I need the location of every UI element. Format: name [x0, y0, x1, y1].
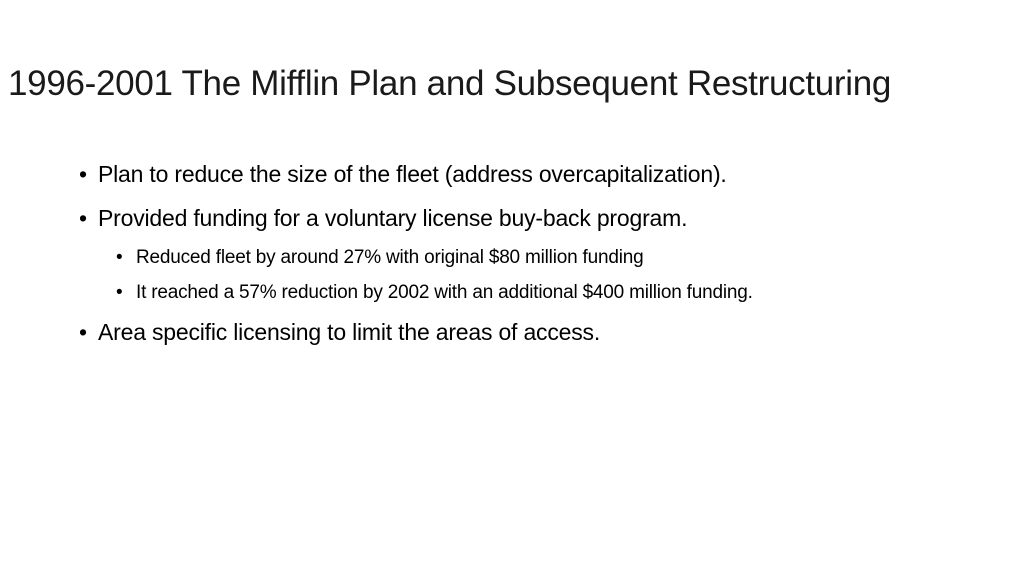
bullet-icon: • [79, 205, 87, 231]
bullet-item [78, 196, 1008, 240]
sub-bullet-item [116, 275, 1008, 310]
bullet-text: Area specific licensing to limit the areas of access. [98, 319, 601, 345]
slide-title: 1996-2001 The Mifflin Plan and Subsequent Restructuring [8, 64, 892, 103]
bullet-item [78, 152, 1008, 196]
bullet-icon: • [79, 161, 87, 187]
bullet-text: Provided funding for a voluntary license buy-back program. [98, 205, 688, 231]
sub-bullet-item [116, 240, 1008, 275]
sub-bullet-icon: • [116, 282, 123, 303]
bullet-text: Plan to reduce the size of the fleet (address overcapitalization). [98, 161, 727, 187]
sub-bullet-icon: • [116, 247, 123, 268]
bullet-item [78, 310, 1008, 354]
sub-bullet-text: Reduced fleet by around 27% with original $80 million funding [136, 247, 644, 268]
sub-bullet-text: It reached a 57% reduction by 2002 with an additional $400 million funding. [136, 282, 753, 303]
bullet-list [78, 152, 1008, 354]
bullet-icon: • [79, 319, 87, 345]
